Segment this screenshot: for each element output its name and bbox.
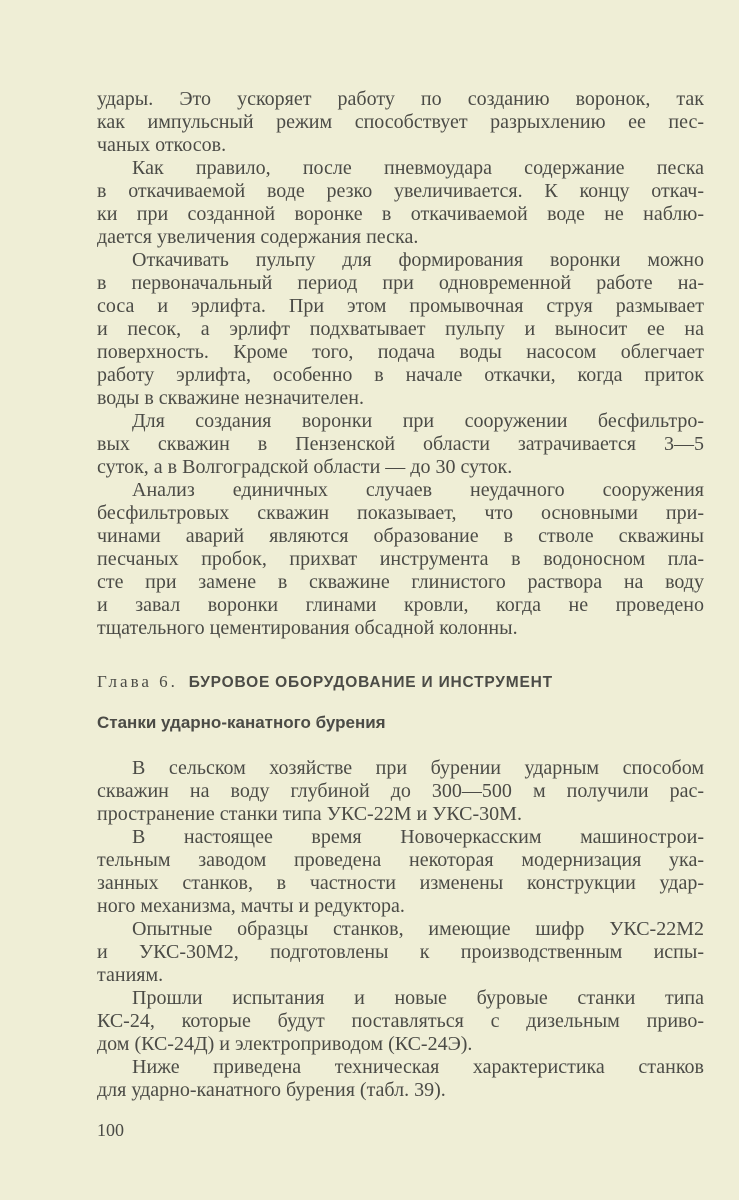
paragraph: [97, 157, 704, 249]
text-line: Для создания воронки при сооружении бесфильтро-: [132, 410, 704, 432]
text-line: скважин на воду глубиной до 300—500 м получили рас-: [97, 780, 704, 802]
text-line: Ниже приведена техническая характеристика станков: [132, 1056, 704, 1078]
text-line: Откачивать пульпу для формирования воронки можно: [132, 249, 704, 271]
chapter-title: БУРОВОЕ ОБОРУДОВАНИЕ И ИНСТРУМЕНТ: [188, 674, 553, 691]
text-line: В настоящее время Новочеркасским машинострои-: [132, 826, 704, 848]
text-line: Прошли испытания и новые буровые станки типа: [132, 987, 704, 1009]
text-line: и песок, а эрлифт подхватывает пульпу и выносит ее на: [97, 318, 704, 340]
paragraph: [97, 987, 704, 1056]
text-line: сте при замене в скважине глинистого раствора на воду: [97, 571, 704, 593]
text-line: песчаных пробок, прихват инструмента в водоносном пла-: [97, 548, 704, 570]
text-line: воды в скважине незначителен.: [97, 387, 364, 409]
paragraph: [97, 918, 704, 987]
text-line: чинами аварий являются образование в стволе скважины: [97, 525, 704, 547]
paragraph: [97, 826, 704, 918]
text-line: суток, а в Волгоградской области — до 30 суток.: [97, 456, 513, 478]
chapter-label: Глава 6.: [97, 672, 178, 691]
text-line: для ударно-канатного бурения (табл. 39).: [97, 1079, 446, 1101]
text-line: бесфильтровых скважин показывает, что основными при-: [97, 502, 704, 524]
paragraph: [97, 410, 704, 479]
text-line: Как правило, после пневмоудара содержание песка: [132, 157, 704, 179]
text-line: таниям.: [97, 964, 164, 986]
text-line: ного механизма, мачты и редуктора.: [97, 895, 405, 917]
text-line: Опытные образцы станков, имеющие шифр УКС-22М2: [132, 918, 704, 940]
section-title: Станки ударно-канатного бурения: [97, 713, 386, 732]
text-line: дом (КС-24Д) и электроприводом (КС-24Э).: [97, 1033, 473, 1055]
chapter-heading: [97, 670, 553, 694]
text-line: работу эрлифта, особенно в начале откачки, когда приток: [97, 364, 704, 386]
text-line: как импульсный режим способствует разрыхлению ее пес-: [97, 111, 704, 133]
text-block-top: [97, 88, 704, 640]
page-number: 100: [97, 1120, 124, 1140]
text-line: и завал воронки глинами кровли, когда не проведено: [97, 594, 704, 616]
text-line: в первоначальный период при одновременной работе на-: [97, 272, 704, 294]
text-line: соса и эрлифта. При этом промывочная струя размывает: [97, 295, 704, 317]
text-line: В сельском хозяйстве при бурении ударным способом: [132, 757, 704, 779]
paragraph: [97, 757, 704, 826]
text-block-bottom: [97, 757, 704, 1102]
text-line: КС-24, которые будут поставляться с дизельным приво-: [97, 1010, 704, 1032]
paragraph: [97, 249, 704, 410]
text-line: чаных откосов.: [97, 134, 227, 156]
text-line: ки при созданной воронке в откачиваемой воде не наблю-: [97, 203, 704, 225]
text-line: тщательного цементирования обсадной колонны.: [97, 617, 518, 639]
text-line: занных станков, в частности изменены конструкции удар-: [97, 872, 704, 894]
text-line: дается увеличения содержания песка.: [97, 226, 419, 248]
text-line: в откачиваемой воде резко увеличивается. К концу откач-: [97, 180, 704, 202]
paragraph: [97, 1056, 704, 1102]
text-line: поверхность. Кроме того, подача воды насосом облегчает: [97, 341, 704, 363]
paragraph: [97, 479, 704, 640]
text-line: вых скважин в Пензенской области затрачивается 3—5: [97, 433, 704, 455]
text-line: и УКС-30М2, подготовлены к производственным испы-: [97, 941, 704, 963]
text-line: удары. Это ускоряет работу по созданию воронок, так: [97, 88, 704, 110]
text-line: тельным заводом проведена некоторая модернизация ука-: [97, 849, 704, 871]
text-line: Анализ единичных случаев неудачного сооружения: [132, 479, 704, 501]
text-line: пространение станки типа УКС-22М и УКС-30М.: [97, 803, 522, 825]
paragraph: [97, 88, 704, 157]
